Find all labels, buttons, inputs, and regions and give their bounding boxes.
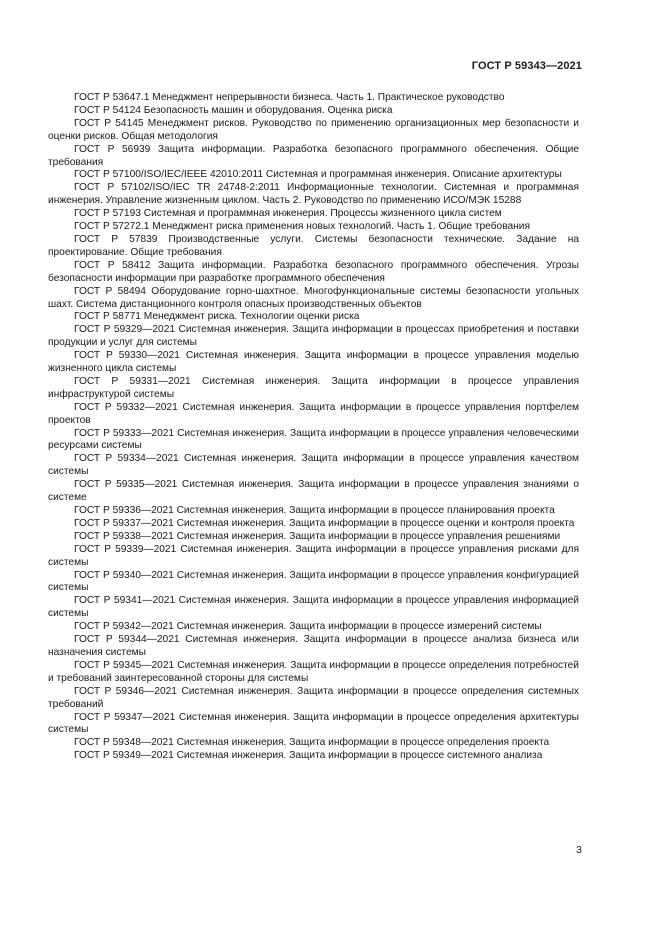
reference-item: ГОСТ Р 57839 Производственные услуги. Системы безопасности технические. Задание на проектирование. Общие требования — [48, 233, 579, 258]
reference-item: ГОСТ Р 57100/ISO/IEC/IEEE 42010:2011 Системная и программная инженерия. Описание архитектуры — [74, 169, 562, 181]
document-code: ГОСТ Р 59343—2021 — [471, 60, 582, 72]
reference-item: ГОСТ Р 57193 Системная и программная инженерия. Процессы жизненного цикла систем — [74, 208, 502, 220]
reference-item: ГОСТ Р 59338—2021 Системная инженерия. Защита информации в процессе управления решениями — [74, 530, 561, 542]
reference-item: ГОСТ Р 53647.1 Менеджмент непрерывности бизнеса. Часть 1. Практическое руководство — [74, 92, 505, 103]
reference-item: ГОСТ Р 54145 Менеджмент рисков. Руководство по применению организационных мер безопасности и оценки рисков. Общая методология — [48, 117, 579, 142]
reference-item: ГОСТ Р 59336—2021 Системная инженерия. Защита информации в процессе планирования проекта — [74, 505, 555, 516]
reference-item: ГОСТ Р 59335—2021 Системная инженерия. Защита информации в процессе управления знаниями о системе — [48, 479, 579, 504]
reference-item: ГОСТ Р 59345—2021 Системная инженерия. Защита информации в процессе определения потребностей и требований заинтересованной стороны для системы — [48, 659, 579, 684]
reference-item: ГОСТ Р 59332—2021 Системная инженерия. Защита информации в процессе управления портфелем проектов — [48, 401, 579, 426]
reference-item: ГОСТ Р 58771 Менеджмент риска. Технологии оценки риска — [74, 311, 360, 323]
reference-item: ГОСТ Р 59342—2021 Системная инженерия. Защита информации в процессе измерений системы — [74, 621, 542, 633]
reference-item: ГОСТ Р 59333—2021 Системная инженерия. Защита информации в процессе управления человеческими ресурсами системы — [48, 427, 579, 452]
reference-item: ГОСТ Р 59339—2021 Системная инженерия. Защита информации в процессе управления рисками для системы — [48, 543, 579, 568]
reference-item: ГОСТ Р 58412 Защита информации. Разработка безопасного программного обеспечения. Угрозы безопасности информации при разработке программного обеспечения — [48, 259, 579, 284]
reference-item: ГОСТ Р 59341—2021 Системная инженерия. Защита информации в процессе управления информацией системы — [48, 595, 579, 620]
reference-item: ГОСТ Р 59329—2021 Системная инженерия. Защита информации в процессах приобретения и поставки продукции и услуг для системы — [48, 324, 579, 349]
page-number: 3 — [576, 844, 582, 856]
reference-item: ГОСТ Р 58494 Оборудование горно-шахтное. Многофункциональные системы безопасности угольных шахт. Система дистанционного контроля опасных производственных объектов — [48, 285, 579, 310]
reference-item: ГОСТ Р 59340—2021 Системная инженерия. Защита информации в процессе управления конфигурацией системы — [48, 569, 579, 594]
reference-item: ГОСТ Р 57102/ISO/IEC TR 24748-2:2011 Информационные технологии. Системная и программная инженерия. Управление жизненным циклом. Часть 2. Руководство по применению ИСО/МЭК 15288 — [48, 182, 579, 207]
reference-item: ГОСТ Р 56939 Защита информации. Разработка безопасного программного обеспечения. Общие требования — [48, 143, 579, 168]
reference-item: ГОСТ Р 54124 Безопасность машин и оборудования. Оценка риска — [74, 104, 393, 116]
reference-item: ГОСТ Р 59331—2021 Системная инженерия. Защита информации в процессе управления инфраструктурой системы — [48, 375, 579, 400]
normative-references-list — [48, 92, 579, 763]
reference-item: ГОСТ Р 59334—2021 Системная инженерия. Защита информации в процессе управления качеством системы — [48, 453, 579, 478]
reference-item: ГОСТ Р 59330—2021 Системная инженерия. Защита информации в процессе управления моделью жизненного цикла системы — [48, 350, 579, 375]
reference-item: ГОСТ Р 57272.1 Менеджмент риска применения новых технологий. Часть 1. Общие требования — [74, 221, 531, 233]
reference-item: ГОСТ Р 59344—2021 Системная инженерия. Защита информации в процессе анализа бизнеса или назначения системы — [48, 634, 579, 658]
reference-item: ГОСТ Р 59348—2021 Системная инженерия. Защита информации в процессе определения проекта — [74, 737, 550, 749]
reference-item: ГОСТ Р 59347—2021 Системная инженерия. Защита информации в процессе определения архитектуры системы — [48, 711, 579, 736]
reference-item: ГОСТ Р 59337—2021 Системная инженерия. Защита информации в процессе оценки и контроля проекта — [74, 517, 575, 529]
reference-item: ГОСТ Р 59349—2021 Системная инженерия. Защита информации в процессе системного анализа — [74, 750, 543, 762]
reference-item: ГОСТ Р 59346—2021 Системная инженерия. Защита информации в процессе определения системных требований — [48, 685, 579, 710]
